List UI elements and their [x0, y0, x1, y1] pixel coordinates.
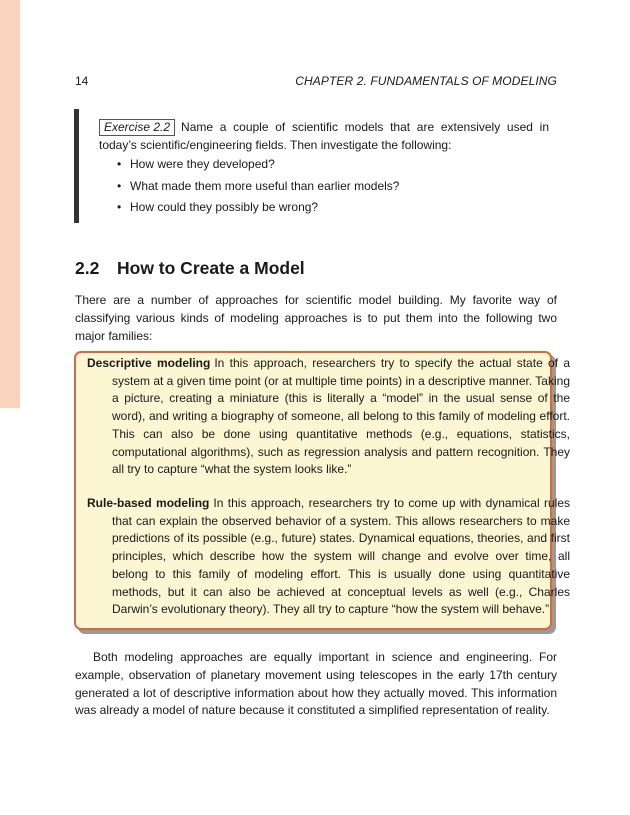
list-item-text: What made them more useful than earlier models? — [130, 178, 400, 193]
exercise-label: Exercise 2.2 — [99, 119, 175, 136]
section-number: 2.2 — [75, 258, 100, 278]
bullet-icon: • — [117, 157, 122, 171]
definition-term: Rule-based modeling — [87, 496, 210, 510]
list-item — [117, 198, 399, 220]
exercise-statement — [99, 118, 549, 154]
definition-descriptive-modeling — [87, 355, 570, 479]
list-item — [117, 177, 399, 199]
page-number: 14 — [75, 74, 89, 88]
list-item-text: How could they possibly be wrong? — [130, 200, 319, 214]
exercise-text: Name a couple of scientific models that are extensively used in today’s scientific/engineering fields. Then investigate the following: — [99, 120, 549, 152]
exercise-block — [74, 109, 549, 223]
exercise-question-list — [117, 155, 399, 220]
bullet-icon: • — [117, 200, 122, 214]
closing-paragraph: Both modeling approaches are equally important in science and engineering. For example, observation of planetary movement using telescopes in the early 17th century generated a lot of descriptive information about how they actually moved. This information was already a model of nature because it constituted a simplified representation of reality. — [75, 650, 557, 718]
list-item — [117, 155, 399, 177]
list-item-text: How were they developed? — [130, 157, 275, 171]
bullet-icon: • — [117, 178, 122, 193]
definition-text: In this approach, researchers try to come up with dynamical rules that can explain the observed behavior of a system. This allows researchers to make predictions of its possible (e.g., future) states. Dynamical equations, theories, and first principles, which describe how the system will change and evolve over time, all belong to this family of modeling effort. This is usually done using quantitative methods, but it can also be achieved at conceptual levels as well (e.g., Charles Darwin’s evolutionary theory). They all try to capture “how the system will behave.” — [112, 496, 571, 617]
definition-rule-based-modeling — [87, 495, 570, 619]
definition-term: Descriptive modeling — [87, 356, 211, 370]
intro-paragraph: There are a number of approaches for scientific model building. My favorite way of classifying various kinds of modeling approaches is to put them into the following two major families: — [75, 293, 557, 343]
modeling-approaches-box — [74, 351, 571, 630]
definition-text: In this approach, researchers try to specify the actual state of a system at a given time point (or at multiple time points) in a descriptive manner. Taking a picture, creating a miniature (this is literally a “model” in the usual sense of the word), and writing a biography of someone, all belong to this family of modeling effort. This can also be done using quantitative methods (e.g., equations, statistics, computational algorithms), such as regression analysis and pattern recognition. They all try to capture “what the system looks like.” — [112, 356, 570, 477]
section-title: How to Create a Model — [117, 258, 305, 278]
running-head: CHAPTER 2. FUNDAMENTALS OF MODELING — [295, 74, 557, 88]
section-heading — [75, 258, 305, 279]
page-edge-tab — [0, 0, 20, 408]
